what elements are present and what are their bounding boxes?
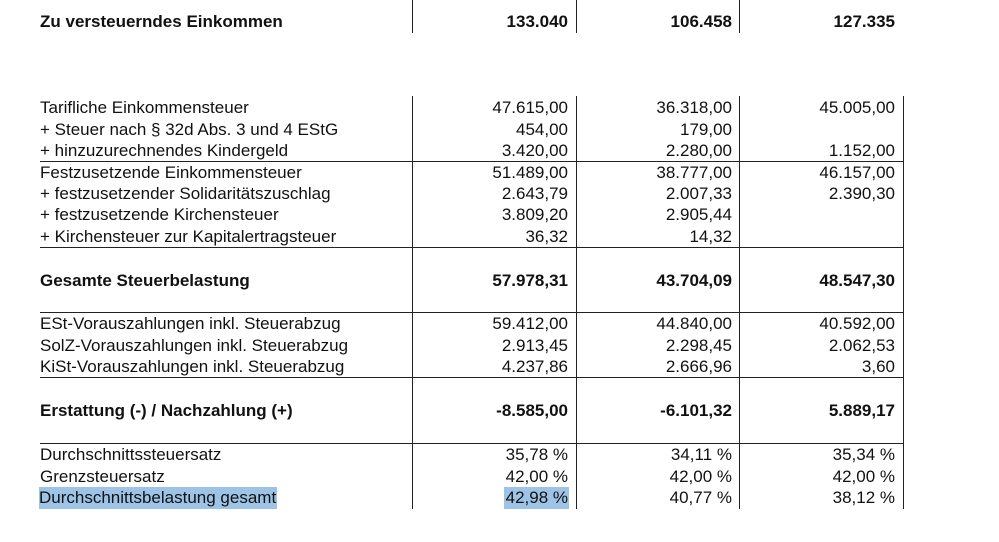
value-cell: 2.666,96 <box>665 357 732 376</box>
total-tax-row <box>0 270 999 292</box>
value-cell: 43.704,09 <box>656 271 732 290</box>
table-row <box>0 466 999 488</box>
value-cell: 2.298,45 <box>665 336 732 355</box>
value-cell: -6.101,32 <box>660 401 732 420</box>
table-row <box>0 226 999 248</box>
table-row <box>0 487 999 509</box>
table-row <box>0 444 999 466</box>
table-row <box>0 335 999 357</box>
value-cell: 2.062,53 <box>828 336 895 355</box>
value-cell: 36.318,00 <box>656 98 732 117</box>
value-cell: 48.547,30 <box>819 271 895 290</box>
value-cell: 2.913,45 <box>501 336 568 355</box>
value-cell: 2.905,44 <box>665 205 732 224</box>
taxable-income-row <box>0 11 999 33</box>
value-cell: 3.420,00 <box>501 141 568 160</box>
value-cell: 42,00 % <box>669 467 732 486</box>
row-label: KiSt-Vorauszahlungen inkl. Steuerabzug <box>40 357 345 376</box>
value-cell: 35,34 % <box>832 445 895 464</box>
row-label: Gesamte Steuerbelastung <box>40 271 250 290</box>
value-cell: 2.280,00 <box>665 141 732 160</box>
value-cell: 57.978,31 <box>492 271 568 290</box>
value-cell: 38.777,00 <box>656 163 732 182</box>
value-cell: 2.390,30 <box>828 184 895 203</box>
table-row <box>0 140 999 162</box>
value-cell: 3,60 <box>861 357 895 376</box>
selected-value-cell[interactable]: 42,98 % <box>505 488 568 507</box>
value-cell: 14,32 <box>689 227 732 246</box>
table-row <box>0 97 999 119</box>
value-cell: 127.335 <box>833 12 895 31</box>
value-cell: 106.458 <box>670 12 732 31</box>
value-cell: 42,00 % <box>505 467 568 486</box>
value-cell: 2.643,79 <box>501 184 568 203</box>
row-label: Zu versteuerndes Einkommen <box>40 12 283 31</box>
table-row <box>0 313 999 335</box>
value-cell: 51.489,00 <box>492 163 568 182</box>
row-label: Erstattung (-) / Nachzahlung (+) <box>40 401 293 420</box>
value-cell: 5.889,17 <box>828 401 895 420</box>
value-cell: 4.237,86 <box>501 357 568 376</box>
value-cell: 45.005,00 <box>819 98 895 117</box>
row-label: ESt-Vorauszahlungen inkl. Steuerabzug <box>40 314 341 333</box>
refund-row <box>0 400 999 422</box>
table-row <box>0 183 999 205</box>
table-row <box>0 204 999 226</box>
value-cell: 40,77 % <box>669 488 732 507</box>
table-row <box>0 119 999 141</box>
row-label: Durchschnittssteuersatz <box>40 445 222 464</box>
row-label: Grenzsteuersatz <box>40 467 165 486</box>
table-row <box>0 356 999 378</box>
selected-label-cell[interactable]: Durchschnittsbelastung gesamt <box>39 488 277 507</box>
row-label: + festzusetzender Solidaritätszuschlag <box>40 184 331 203</box>
value-cell: 40.592,00 <box>819 314 895 333</box>
value-cell: 454,00 <box>516 120 568 139</box>
row-label: SolZ-Vorauszahlungen inkl. Steuerabzug <box>40 336 349 355</box>
value-cell: 1.152,00 <box>828 141 895 160</box>
value-cell: 3.809,20 <box>501 205 568 224</box>
value-cell: -8.585,00 <box>496 401 568 420</box>
table-row <box>0 162 999 184</box>
value-cell: 179,00 <box>680 120 732 139</box>
row-label: Festzusetzende Einkommensteuer <box>40 163 302 182</box>
row-label: + Kirchensteuer zur Kapitalertragsteuer <box>40 227 337 246</box>
value-cell: 35,78 % <box>505 445 568 464</box>
value-cell: 42,00 % <box>832 467 895 486</box>
row-label: Tarifliche Einkommensteuer <box>40 98 249 117</box>
value-cell: 2.007,33 <box>665 184 732 203</box>
value-cell: 47.615,00 <box>492 98 568 117</box>
value-cell: 36,32 <box>525 227 568 246</box>
row-label: + festzusetzende Kirchensteuer <box>40 205 279 224</box>
value-cell: 133.040 <box>506 12 568 31</box>
value-cell: 46.157,00 <box>819 163 895 182</box>
value-cell: 34,11 % <box>670 445 732 464</box>
value-cell: 44.840,00 <box>656 314 732 333</box>
row-label: + hinzuzurechnendes Kindergeld <box>40 141 289 160</box>
value-cell: 38,12 % <box>832 488 895 507</box>
row-label: + Steuer nach § 32d Abs. 3 und 4 EStG <box>40 120 339 139</box>
value-cell: 59.412,00 <box>492 314 568 333</box>
